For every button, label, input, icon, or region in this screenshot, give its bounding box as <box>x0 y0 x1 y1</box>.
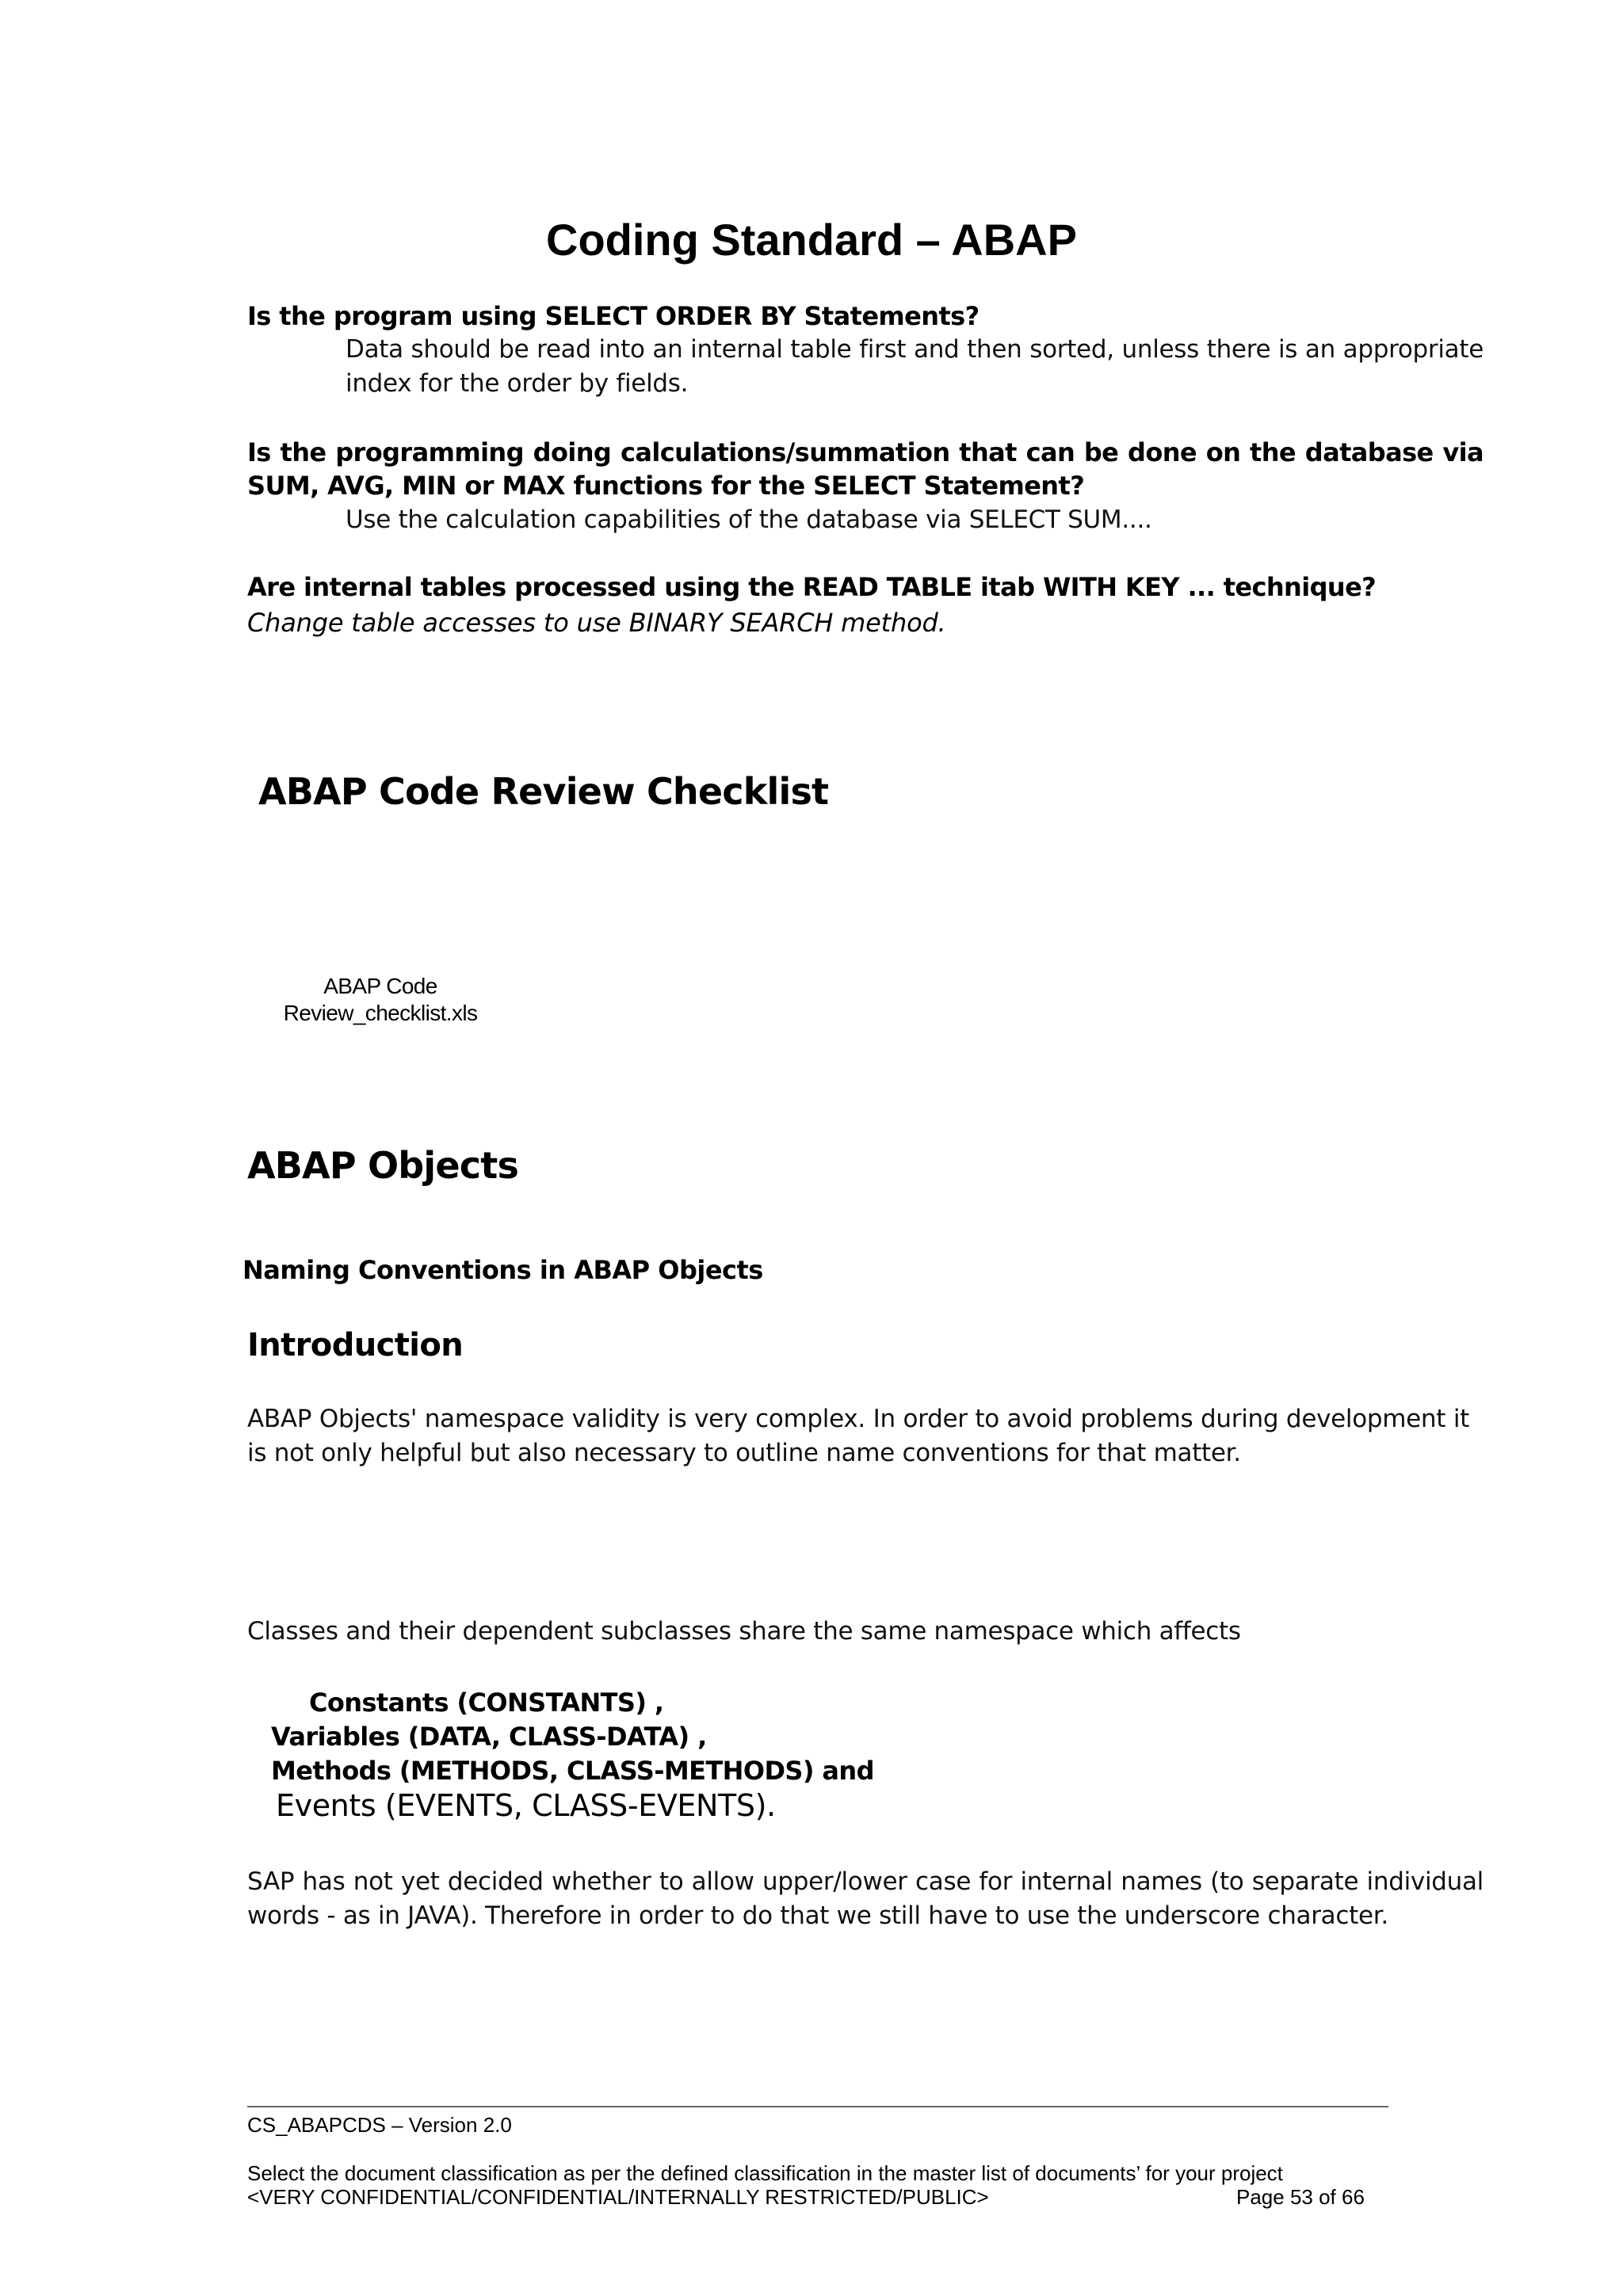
footer-classification-note: Select the document classification as per the defined classification in the master list of documents’ for your project <box>247 2161 1283 2185</box>
subheading-naming-conventions: Naming Conventions in ABAP Objects <box>242 1255 763 1285</box>
question-read-table: Are internal tables processed using the READ TABLE itab WITH KEY ... technique? <box>247 572 1377 602</box>
case-paragraph: SAP has not yet decided whether to allow upper/lower case for internal names (to separate individual words - as in JAVA). Therefore in order to do that we still have to use the underscore character. <box>247 1867 1484 1930</box>
question-database-calculations: Is the programming doing calculations/summation that can be done on the database via SUM, AVG, MIN or MAX functions for the SELECT Statement? <box>247 437 1484 501</box>
list-item-events: Events (EVENTS, CLASS-EVENTS). <box>276 1788 776 1823</box>
list-item-methods: Methods (METHODS, CLASS-METHODS) and <box>271 1756 874 1786</box>
answer-select-order-by: Data should be read into an internal table first and then sorted, unless there is an appropriate index for the order by fields. <box>346 335 1484 398</box>
list-item-variables: Variables (DATA, CLASS-DATA) , <box>271 1722 707 1752</box>
footer-page-number: Page 53 of 66 <box>1236 2185 1365 2209</box>
intro-paragraph: ABAP Objects' namespace validity is very complex. In order to avoid problems during development it is not only helpful but also necessary to outline name conventions for that matter. <box>247 1405 1469 1467</box>
answer-read-table: Change table accesses to use BINARY SEARCH method. <box>247 608 946 638</box>
question-select-order-by: Is the program using SELECT ORDER BY Statements? <box>247 301 980 331</box>
attachment-label-line2: Review_checklist.xls <box>283 1001 478 1025</box>
footer-classification-options: <VERY CONFIDENTIAL/CONFIDENTIAL/INTERNALLY RESTRICTED/PUBLIC> <box>247 2185 989 2209</box>
heading-introduction: Introduction <box>247 1327 464 1363</box>
classes-paragraph: Classes and their dependent subclasses share the same namespace which affects <box>247 1617 1241 1646</box>
section-heading-abap-objects: ABAP Objects <box>247 1144 519 1187</box>
page-title: Coding Standard – ABAP <box>546 215 1077 265</box>
list-item-constants: Constants (CONSTANTS) , <box>309 1688 664 1718</box>
answer-database-calculations: Use the calculation capabilities of the database via SELECT SUM.... <box>346 505 1152 534</box>
footer-divider <box>247 2106 1388 2107</box>
footer-version: CS_ABAPCDS – Version 2.0 <box>247 2113 512 2137</box>
attachment-checklist-file[interactable] <box>254 973 507 1027</box>
attachment-label-line1: ABAP Code <box>323 974 437 998</box>
section-heading-checklist: ABAP Code Review Checklist <box>258 770 829 813</box>
